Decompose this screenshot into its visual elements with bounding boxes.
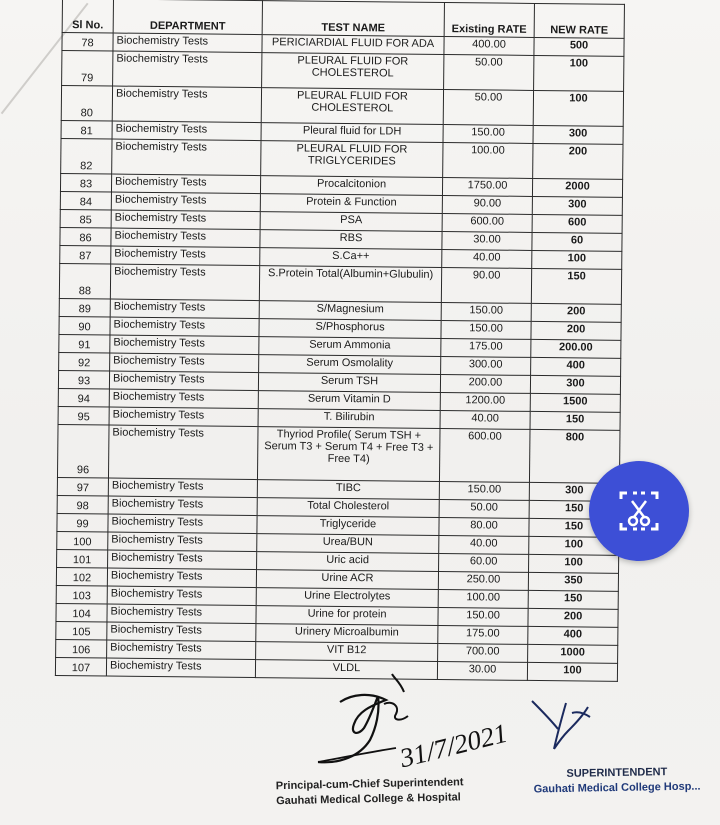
department-cell: Biochemistry Tests xyxy=(112,121,261,141)
existing-rate-cell: 175.00 xyxy=(441,338,531,357)
test-name-cell: Serum TSH xyxy=(258,373,440,393)
sl-no-cell: 104 xyxy=(56,603,107,622)
new-rate-cell: 150 xyxy=(531,268,621,304)
table-body xyxy=(55,33,624,682)
sl-no-cell: 86 xyxy=(60,227,111,246)
existing-rate-cell: 40.00 xyxy=(442,249,532,268)
test-name-cell: VIT B12 xyxy=(256,642,438,662)
department-cell: Biochemistry Tests xyxy=(108,478,257,498)
test-name-cell: T. Bilirubin xyxy=(258,409,440,429)
department-cell: Biochemistry Tests xyxy=(108,496,257,516)
test-name-cell: Protein & Function xyxy=(260,194,442,214)
department-cell: Biochemistry Tests xyxy=(107,604,256,624)
principal-caption xyxy=(276,775,487,809)
sl-no-cell: 91 xyxy=(59,334,110,353)
department-cell: Biochemistry Tests xyxy=(109,371,258,391)
sl-no-cell: 78 xyxy=(62,33,113,52)
department-cell: Biochemistry Tests xyxy=(111,174,260,194)
department-cell: Biochemistry Tests xyxy=(107,586,256,606)
department-cell: Biochemistry Tests xyxy=(107,640,256,660)
signature-date: 31/7/2021 xyxy=(396,717,510,774)
test-name-cell: Total Cholesterol xyxy=(257,498,439,518)
new-rate-cell: 300 xyxy=(533,125,623,144)
principal-signature xyxy=(300,672,510,777)
department-cell: Biochemistry Tests xyxy=(108,550,257,570)
test-name-cell: PSA xyxy=(260,212,442,232)
existing-rate-cell: 50.00 xyxy=(439,499,529,518)
department-cell: Biochemistry Tests xyxy=(108,532,257,552)
new-rate-cell: 100 xyxy=(529,536,619,555)
department-cell: Biochemistry Tests xyxy=(110,317,259,337)
existing-rate-cell: 80.00 xyxy=(439,517,529,536)
test-name-cell: Serum Ammonia xyxy=(259,337,441,357)
header-sl-no: Sl No. xyxy=(62,0,113,33)
test-name-cell: S.Ca++ xyxy=(260,248,442,268)
superintendent-caption xyxy=(517,764,717,797)
new-rate-cell: 150 xyxy=(528,590,618,609)
principal-institution: Gauhati Medical College & Hospital xyxy=(276,791,461,808)
department-cell: Biochemistry Tests xyxy=(108,514,257,534)
department-cell: Biochemistry Tests xyxy=(111,192,260,212)
department-cell: Biochemistry Tests xyxy=(113,51,262,88)
new-rate-cell: 200.00 xyxy=(531,339,621,358)
existing-rate-cell: 30.00 xyxy=(437,661,527,680)
new-rate-cell: 1000 xyxy=(528,644,618,663)
department-cell: Biochemistry Tests xyxy=(111,210,260,230)
existing-rate-cell: 40.00 xyxy=(440,410,530,429)
department-cell: Biochemistry Tests xyxy=(112,139,261,176)
department-cell: Biochemistry Tests xyxy=(111,228,260,248)
existing-rate-cell: 150.00 xyxy=(441,302,531,321)
new-rate-cell: 200 xyxy=(531,303,621,322)
header-test-name: TEST NAME xyxy=(262,1,444,37)
new-rate-cell: 200 xyxy=(533,143,623,179)
sl-no-cell: 92 xyxy=(59,352,110,371)
test-name-cell: Urine Electrolytes xyxy=(256,588,438,608)
department-cell: Biochemistry Tests xyxy=(110,353,259,373)
sl-no-cell: 105 xyxy=(56,621,107,640)
department-cell: Biochemistry Tests xyxy=(110,264,259,301)
new-rate-cell: 1500 xyxy=(530,393,620,412)
existing-rate-cell: 1750.00 xyxy=(442,177,532,196)
test-name-cell: Urea/BUN xyxy=(257,534,439,554)
scissors-crop-icon xyxy=(617,489,661,533)
test-name-cell: PERICIARDIAL FLUID FOR ADA xyxy=(262,35,444,55)
sl-no-cell: 80 xyxy=(61,86,112,122)
header-department: DEPARTMENT xyxy=(113,0,262,35)
existing-rate-cell: 1200.00 xyxy=(440,392,530,411)
sl-no-cell: 94 xyxy=(58,388,109,407)
sl-no-cell: 99 xyxy=(57,513,108,532)
table-row xyxy=(62,51,624,92)
new-rate-cell: 200 xyxy=(531,321,621,340)
existing-rate-cell: 150.00 xyxy=(438,607,528,626)
test-name-cell: Triglyceride xyxy=(257,516,439,536)
department-cell: Biochemistry Tests xyxy=(111,246,260,266)
new-rate-cell: 100 xyxy=(534,55,624,91)
test-name-cell: Urine for protein xyxy=(256,606,438,626)
department-cell: Biochemistry Tests xyxy=(107,568,256,588)
existing-rate-cell: 250.00 xyxy=(438,571,528,590)
test-name-cell: Thyriod Profile( Serum TSH + Serum T3 + Serum T4 + Free T3 + Free T4) xyxy=(257,427,440,482)
sl-no-cell: 103 xyxy=(56,585,107,604)
test-name-cell: S/Phosphorus xyxy=(259,319,441,339)
test-name-cell: PLEURAL FLUID FOR CHOLESTEROL xyxy=(262,53,444,90)
department-cell: Biochemistry Tests xyxy=(110,335,259,355)
test-name-cell: Urine ACR xyxy=(256,570,438,590)
sl-no-cell: 89 xyxy=(59,298,110,317)
new-rate-cell: 60 xyxy=(532,232,622,251)
test-name-cell: RBS xyxy=(260,230,442,250)
existing-rate-cell: 50.00 xyxy=(443,90,533,126)
sl-no-cell: 93 xyxy=(58,370,109,389)
table-row xyxy=(61,86,623,127)
existing-rate-cell: 600.00 xyxy=(442,213,532,232)
existing-rate-cell: 200.00 xyxy=(440,374,530,393)
sl-no-cell: 79 xyxy=(62,51,113,87)
new-rate-cell: 150 xyxy=(529,500,619,519)
sl-no-cell: 81 xyxy=(61,120,112,139)
new-rate-cell: 100 xyxy=(529,554,619,573)
test-name-cell: S/Magnesium xyxy=(259,301,441,321)
existing-rate-cell: 300.00 xyxy=(441,356,531,375)
sl-no-cell: 83 xyxy=(60,173,111,192)
department-cell: Biochemistry Tests xyxy=(109,407,258,427)
new-rate-cell: 600 xyxy=(532,214,622,233)
new-rate-cell: 150 xyxy=(530,411,620,430)
new-rate-cell: 200 xyxy=(528,608,618,627)
new-rate-cell: 800 xyxy=(529,429,620,483)
existing-rate-cell: 400.00 xyxy=(444,37,534,56)
header-new-rate: NEW RATE xyxy=(534,3,624,38)
new-rate-cell: 100 xyxy=(533,90,623,126)
test-name-cell: Procalcitonion xyxy=(260,176,442,196)
existing-rate-cell: 30.00 xyxy=(442,231,532,250)
new-rate-cell: 300 xyxy=(532,196,622,215)
existing-rate-cell: 90.00 xyxy=(442,195,532,214)
sl-no-cell: 107 xyxy=(55,657,106,676)
test-name-cell: Urinery Microalbumin xyxy=(256,624,438,644)
existing-rate-cell: 100.00 xyxy=(443,142,533,178)
table-row xyxy=(57,424,620,483)
department-cell: Biochemistry Tests xyxy=(106,658,255,678)
sl-no-cell: 102 xyxy=(56,567,107,586)
test-name-cell: Pleural fluid for LDH xyxy=(261,123,443,143)
department-cell: Biochemistry Tests xyxy=(110,299,259,319)
test-name-cell: PLEURAL FLUID FOR CHOLESTEROL xyxy=(261,88,443,125)
new-rate-cell: 400 xyxy=(531,357,621,376)
superintendent-title: SUPERINTENDENT xyxy=(566,766,668,780)
existing-rate-cell: 150.00 xyxy=(439,481,529,500)
test-name-cell: Serum Vitamin D xyxy=(258,391,440,411)
new-rate-cell: 350 xyxy=(528,572,618,591)
sl-no-cell: 97 xyxy=(57,477,108,496)
existing-rate-cell: 90.00 xyxy=(441,267,531,303)
existing-rate-cell: 150.00 xyxy=(443,124,533,143)
test-name-cell: PLEURAL FLUID FOR TRIGLYCERIDES xyxy=(261,141,443,178)
sl-no-cell: 88 xyxy=(59,263,110,299)
existing-rate-cell: 600.00 xyxy=(439,428,530,482)
sl-no-cell: 85 xyxy=(60,209,111,228)
new-rate-cell: 150 xyxy=(529,518,619,537)
table-row xyxy=(59,263,621,304)
sl-no-cell: 101 xyxy=(57,549,108,568)
existing-rate-cell: 700.00 xyxy=(438,643,528,662)
sl-no-cell: 95 xyxy=(58,406,109,425)
department-cell: Biochemistry Tests xyxy=(108,425,258,480)
existing-rate-cell: 50.00 xyxy=(444,55,534,91)
existing-rate-cell: 175.00 xyxy=(438,625,528,644)
sl-no-cell: 106 xyxy=(56,639,107,658)
sl-no-cell: 87 xyxy=(60,245,111,264)
sl-no-cell: 84 xyxy=(60,191,111,210)
department-cell: Biochemistry Tests xyxy=(109,389,258,409)
sl-no-cell: 90 xyxy=(59,316,110,335)
rate-table xyxy=(55,0,625,682)
test-name-cell: TIBC xyxy=(257,480,439,500)
department-cell: Biochemistry Tests xyxy=(107,622,256,642)
existing-rate-cell: 100.00 xyxy=(438,589,528,608)
new-rate-cell: 300 xyxy=(530,375,620,394)
new-rate-cell: 300 xyxy=(529,482,619,501)
existing-rate-cell: 40.00 xyxy=(439,535,529,554)
test-name-cell: Serum Osmolality xyxy=(259,355,441,375)
table-row xyxy=(61,138,623,179)
superintendent-signature xyxy=(528,695,598,765)
test-name-cell: Uric acid xyxy=(257,552,439,572)
department-cell: Biochemistry Tests xyxy=(113,33,262,53)
sl-no-cell: 98 xyxy=(57,495,108,514)
header-existing-rate: Existing RATE xyxy=(444,3,534,38)
new-rate-cell: 500 xyxy=(534,37,624,56)
principal-title: Principal-cum-Chief Superintendent xyxy=(275,776,464,793)
test-name-cell: S.Protein Total(Albumin+Glubulin) xyxy=(259,266,441,303)
sl-no-cell: 96 xyxy=(57,424,109,478)
new-rate-cell: 100 xyxy=(532,250,622,269)
new-rate-cell: 400 xyxy=(528,626,618,645)
department-cell: Biochemistry Tests xyxy=(112,86,261,123)
test-name-cell: VLDL xyxy=(255,660,437,680)
existing-rate-cell: 60.00 xyxy=(439,553,529,572)
screenshot-cut-button[interactable] xyxy=(589,461,689,561)
sl-no-cell: 100 xyxy=(57,531,108,550)
existing-rate-cell: 150.00 xyxy=(441,320,531,339)
sl-no-cell: 82 xyxy=(61,138,112,174)
superintendent-institution: Gauhati Medical College Hosp... xyxy=(533,780,701,796)
new-rate-cell: 2000 xyxy=(532,178,622,197)
new-rate-cell: 100 xyxy=(527,662,617,681)
